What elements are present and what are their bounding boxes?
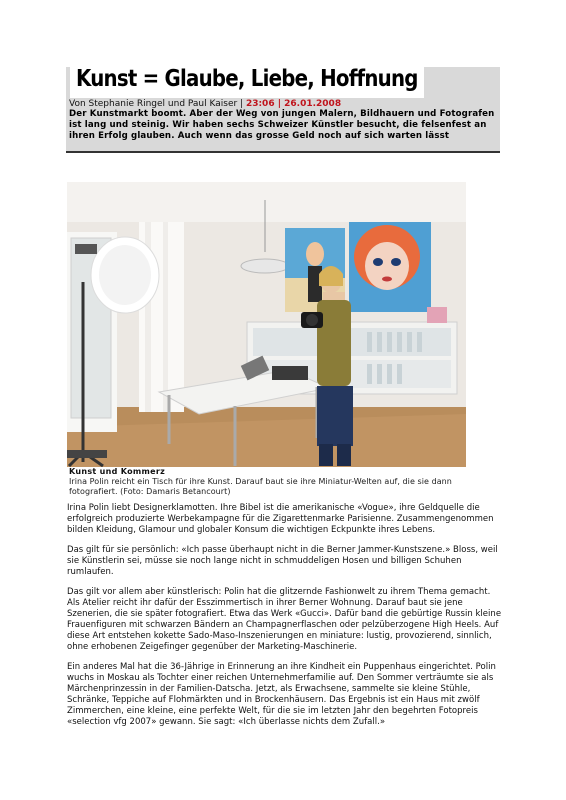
body-paragraph: Irina Polin liebt Designerklamotten. Ihre Bibel ist die amerikanische «Vogue», ihre Geldquelle die erfolgreich produzierte Werbekampagne für die Zigarettenmarke Parisienne. Zusammengenommen bilden Kleidung, Glamour und globaler Konsum die wichtigen Eckpunkte ihres Lebens.	[67, 503, 494, 535]
byline-timestamp: 23:06 | 26.01.2008	[245, 99, 342, 109]
article-body	[67, 503, 503, 737]
photo-caption-title: Kunst und Kommerz	[69, 467, 166, 476]
article-lead: Der Kunstmarkt boomt. Aber der Weg von jungen Malern, Bildhauern und Fotografen ist lang und steinig. Wir haben sechs Schweizer Künstler besucht, die felsenfest an ihren Erfolg glauben. Auch wenn das grosse Geld noch auf sich warten lässt	[69, 109, 495, 141]
body-paragraph: Das gilt vor allem aber künstlerisch: Polin hat die glitzernde Fashionwelt zu ihrem Thema gemacht. Als Atelier reicht ihr dafür der Esszimmertisch in ihrer Berner Wohnung. Darauf baut sie jene Szenerien, die sie später fotografiert. Etwa das Werk «Gucci». Dafür band die gebürtige Russin kleine Frauenfiguren mit schwarzen Bändern an Champagnerflaschen oder pelzüberzogene High Heels. Auf diese Art entstehen kokette Sado-Maso-Inszenierungen en miniature: lustig, provozierend, sinnlich, ohne erhobenen Zeigefinger gegenüber der Marketing-Maschinerie.	[67, 587, 502, 652]
byline	[69, 99, 341, 109]
body-paragraph: Zimmerchen, eine kleine, eine perfekte Welt, für die sie im letzten Jahr den begehrten Fotopreis «selection vfg 2007» gewann. Sie sagt: «Ich überlasse nichts dem Zufall.»	[67, 706, 478, 727]
article-photo	[67, 182, 466, 467]
body-paragraph: Das gilt für sie persönlich: «Ich passe überhaupt nicht in die Berner Jammer-Kunstszene.» Bloss, weil sie Künstlerin sei, müsse sie noch lange nicht in schmuddeligen Hosen und billigen Schuhen rumlaufen.	[67, 545, 498, 577]
photo-caption-text: Irina Polin reicht ein Tisch für ihre Kunst. Darauf baut sie ihre Miniatur-Welten auf, die sie dann fotografiert. (Foto: Damaris Betancourt)	[69, 477, 452, 496]
byline-authors: Von Stephanie Ringel und Paul Kaiser |	[69, 99, 246, 109]
header-rule	[66, 151, 500, 153]
body-paragraph: Ein anderes Mal hat die 36-Jährige in Erinnerung an ihre Kindheit ein Puppenhaus eingerichtet. Polin wuchs in Moskau als Tochter einer reichen Unternehmerfamilie auf. Den Sommer verträumte sie als Märchenprinzessin in der Familien-Datscha. Jetzt, als Erwachsene, sammelte sie kleine Stühle, Schränke, Teppiche auf Flohmärkten und in Brockenhäusern. Das Ergebnis ist ein Haus mit zwölf	[67, 662, 496, 705]
article-title: Kunst = Glaube, Liebe, Hoffnung	[76, 66, 418, 92]
